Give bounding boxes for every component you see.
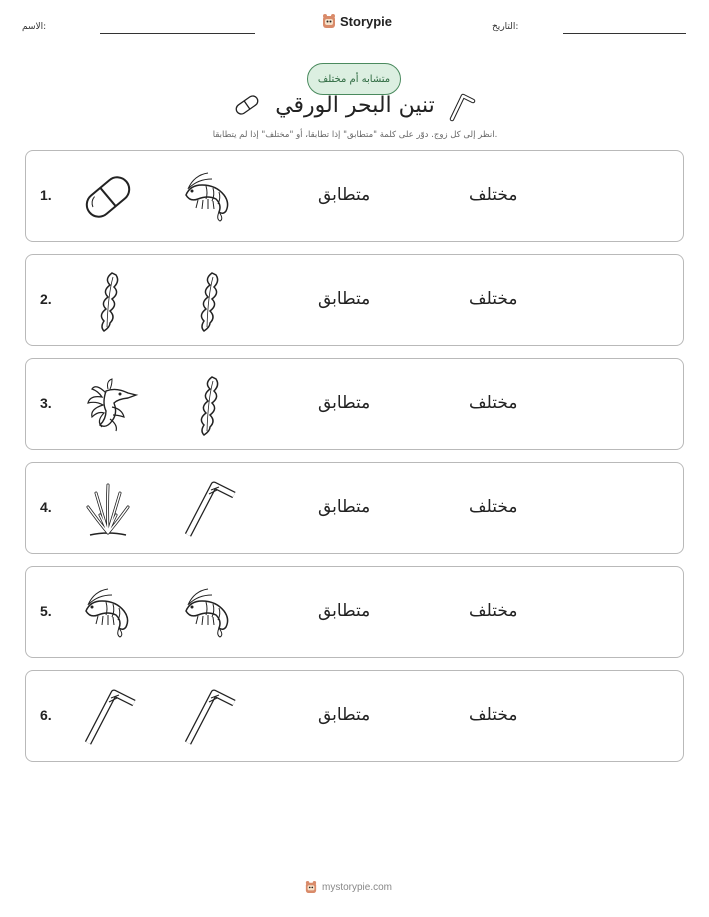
exercise-row	[25, 462, 684, 554]
brand-name: Storypie	[340, 13, 393, 29]
instructions: انظر إلى كل زوج. دوّر على كلمة "متطابق" إذا تطابقا، أو "مختلف" إذا لم يتطابقا.	[212, 130, 498, 140]
same-option[interactable]: متطابق	[318, 185, 371, 205]
exercise-row	[25, 566, 684, 658]
exercise-row	[25, 150, 684, 242]
row-number: 2.	[40, 291, 52, 307]
name-line[interactable]	[100, 33, 255, 34]
row-number: 5.	[40, 603, 52, 619]
row-number: 4.	[40, 499, 52, 515]
exercise-row	[25, 254, 684, 346]
seaweed-icon	[76, 269, 140, 333]
seaweed-icon	[176, 373, 240, 437]
row-number: 3.	[40, 395, 52, 411]
shrimp-icon	[176, 165, 240, 229]
brand-logo	[322, 13, 392, 29]
row-number: 6.	[40, 707, 52, 723]
coral-icon	[76, 477, 140, 541]
storypie-mascot-icon	[322, 13, 336, 29]
leafy-sea-dragon-icon	[76, 373, 140, 437]
different-option[interactable]: مختلف	[469, 185, 518, 205]
same-option[interactable]: متطابق	[318, 705, 371, 725]
same-option[interactable]: متطابق	[318, 601, 371, 621]
same-option[interactable]: متطابق	[318, 497, 371, 517]
different-option[interactable]: مختلف	[469, 705, 518, 725]
seaweed-icon	[176, 269, 240, 333]
different-option[interactable]: مختلف	[469, 601, 518, 621]
shrimp-icon	[76, 581, 140, 645]
same-option[interactable]: متطابق	[318, 393, 371, 413]
straw-icon	[76, 685, 140, 749]
worksheet-type-badge: متشابه أم مختلف	[307, 63, 401, 95]
different-option[interactable]: مختلف	[469, 289, 518, 309]
exercise-row	[25, 670, 684, 762]
same-option[interactable]: متطابق	[318, 289, 371, 309]
pill-icon	[76, 165, 140, 229]
storypie-mascot-icon	[305, 880, 317, 894]
exercise-row	[25, 358, 684, 450]
date-label: التاريخ:	[492, 22, 519, 32]
different-option[interactable]: مختلف	[469, 393, 518, 413]
row-number: 1.	[40, 187, 52, 203]
straw-icon	[176, 685, 240, 749]
straw-icon	[176, 477, 240, 541]
page-title: تنين البحر الورقي	[275, 93, 435, 118]
footer	[305, 880, 392, 894]
different-option[interactable]: مختلف	[469, 497, 518, 517]
footer-url[interactable]: mystorypie.com	[322, 881, 393, 893]
date-line[interactable]	[563, 33, 686, 34]
shrimp-icon	[176, 581, 240, 645]
name-label: الاسم:	[22, 22, 47, 32]
